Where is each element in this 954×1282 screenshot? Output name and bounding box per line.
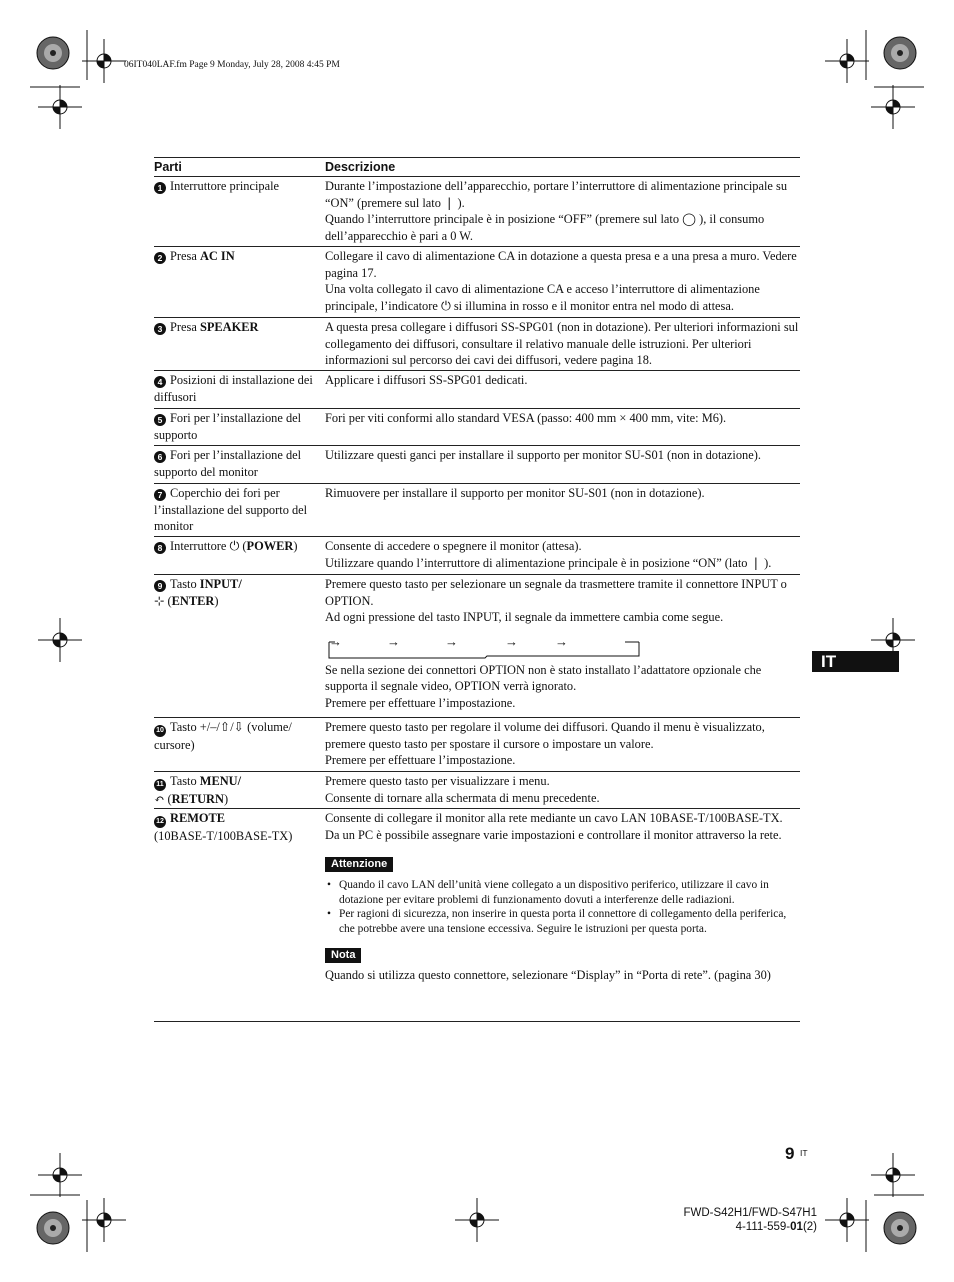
- part-name: Presa: [170, 320, 200, 334]
- table-row: [154, 718, 800, 772]
- item-number: 2: [154, 252, 166, 264]
- part-name: ↶ (: [154, 792, 172, 806]
- table-row: [154, 575, 800, 718]
- table-row: [154, 177, 800, 247]
- table-row: [154, 537, 800, 575]
- description: Premere questo tasto per visualizzare i menu.: [325, 774, 550, 788]
- file-header-note: 06IT040LAF.fm Page 9 Monday, July 28, 2008 4:45 PM: [124, 60, 340, 70]
- svg-text:→: →: [445, 633, 458, 649]
- note-text: Quando si utilizza questo connettore, selezionare “Display” in “Porta di rete”. (pagina 30): [325, 968, 771, 982]
- item-number: 6: [154, 451, 166, 463]
- part-name: Fori per l’installazione del supporto del monitor: [154, 448, 302, 479]
- part-name: Interruttore ⏻ (: [170, 539, 247, 553]
- part-name-bold: ENTER: [171, 593, 215, 608]
- description: Consente di accedere o spegnere il monitor (attesa).: [325, 539, 582, 553]
- warning-item: • Quando il cavo LAN dell’unità viene collegato a un dispositivo periferico, utilizzare il cavo in dotazione per evitare problemi di funzionamento dovuti a interferenze delle radiazioni.: [325, 878, 800, 907]
- part-name: (10BASE-T/100BASE-TX): [154, 829, 293, 843]
- description: Collegare il cavo di alimentazione CA in dotazione a questa presa e a una presa a muro. Vedere pagina 17.: [325, 249, 797, 280]
- parts-table: [154, 157, 800, 1022]
- description: Quando l’interruttore principale è in posizione “OFF” (premere sul lato ◯ ), il consumo dell’apparecchio è pari a 0 W.: [325, 212, 765, 243]
- table-row: [154, 409, 800, 446]
- part-name-suffix: ): [293, 539, 298, 553]
- part-name: ⊹ (: [154, 593, 172, 608]
- svg-text:→: →: [505, 633, 518, 649]
- table-row: [154, 318, 800, 371]
- table-row: [154, 484, 800, 537]
- item-number: 7: [154, 489, 166, 501]
- description: Premere per effettuare l’impostazione.: [325, 753, 516, 767]
- warning-item: • Per ragioni di sicurezza, non inserire in questa porta il connettore di collegamento della periferica, che potrebbe avere una tensione eccessiva. Seguire le istruzioni per questa porta.: [325, 907, 800, 936]
- description: Una volta collegato il cavo di alimentazione CA e acceso l’interruttore di alimentazione principale, l’indicatore ⏻ si illumina in rosso e il monitor entra nel modo di attesa.: [325, 282, 760, 313]
- col-parts-header: Parti: [154, 160, 182, 175]
- part-name: Posizioni di installazione dei diffusori: [154, 373, 313, 404]
- language-tab: IT: [812, 651, 899, 672]
- table-row: [154, 247, 800, 318]
- part-name: Interruttore principale: [170, 179, 280, 193]
- part-name-bold: REMOTE: [170, 811, 226, 825]
- description: Premere questo tasto per regolare il volume dei diffusori. Quando il menu è visualizzato, premere questo tasto per spostare il cursore o impostare un valore.: [325, 720, 765, 751]
- table-row: [154, 809, 800, 1022]
- svg-text:→: →: [329, 633, 342, 649]
- item-number: 12: [154, 816, 166, 828]
- code-bold: 01: [790, 1221, 803, 1233]
- description: Applicare i diffusori SS-SPG01 dedicati.: [325, 373, 528, 387]
- part-name-bold: AC IN: [199, 249, 235, 263]
- svg-text:→: →: [555, 633, 568, 649]
- table-row: [154, 446, 800, 484]
- page-language: IT: [800, 1148, 808, 1158]
- part-name: Presa: [170, 249, 200, 263]
- page-number: 9: [785, 1144, 795, 1163]
- part-name-bold: SPEAKER: [199, 320, 259, 334]
- description: Durante l’impostazione dell’apparecchio, portare l’interruttore di alimentazione principale su “ON” (premere sul lato ❘ ).: [325, 179, 788, 210]
- description: Ad ogni pressione del tasto INPUT, il segnale da immettere cambia come segue.: [325, 610, 724, 624]
- part-name: Tasto: [170, 577, 200, 591]
- table-row: [154, 772, 800, 809]
- item-number: 4: [154, 376, 166, 388]
- part-name-bold: RETURN: [171, 792, 224, 806]
- description: Premere per effettuare l’impostazione.: [325, 695, 516, 710]
- input-cycle-diagram: [325, 630, 645, 660]
- description: Consente di collegare il monitor alla rete mediante un cavo LAN 10BASE-T/100BASE-TX.: [325, 811, 783, 825]
- code-prefix: 4-111-559-: [735, 1221, 791, 1233]
- description: Utilizzare questi ganci per installare il supporto per monitor SU-S01 (non in dotazione).: [325, 448, 761, 462]
- description: A questa presa collegare i diffusori SS-SPG01 (non in dotazione). Per ulteriori informazioni sul collegamento dei diffusori, consultare il relativo manuale delle istruzioni. Per ulteriori informazioni sul percorso dei cavi dei diffusori, vedere pagina 18.: [325, 320, 799, 367]
- item-number: 10: [154, 725, 166, 737]
- table-row: [154, 371, 800, 409]
- part-name: Fori per l’installazione del supporto: [154, 411, 302, 442]
- part-name: Tasto: [170, 774, 200, 788]
- part-name-suffix: ): [223, 792, 229, 806]
- part-name-bold: POWER: [246, 539, 294, 553]
- svg-text:→: →: [387, 633, 400, 649]
- description: Utilizzare quando l’interruttore di alimentazione principale è in posizione “ON” (lato ❘ ).: [325, 555, 772, 570]
- part-name: Coperchio dei fori per l’installazione del supporto del monitor: [154, 486, 308, 533]
- description: Se nella sezione dei connettori OPTION non è stato installato l’adattatore opzionale che supporta il segnale video, OPTION verrà ignorato.: [325, 662, 762, 693]
- part-name-bold: INPUT/: [199, 577, 242, 591]
- description: Da un PC è possibile assegnare varie impostazioni e controllare il monitor attraverso la rete.: [325, 827, 782, 842]
- item-number: 1: [154, 182, 166, 194]
- part-name-bold: MENU/: [199, 774, 242, 788]
- item-number: 9: [154, 580, 166, 592]
- model-name: FWD-S42H1/FWD-S47H1: [683, 1207, 817, 1219]
- code-suffix: (2): [802, 1221, 817, 1233]
- part-name: Tasto +/–/⇧/⇩ (volume/ cursore): [154, 720, 292, 752]
- table-header: [154, 157, 800, 177]
- description: Premere questo tasto per selezionare un segnale da trasmettere tramite il connettore INPUT o OPTION.: [325, 577, 787, 608]
- description: Rimuovere per installare il supporto per monitor SU-S01 (non in dotazione).: [325, 486, 705, 500]
- warning-label: Attenzione: [325, 857, 393, 872]
- note-label: Nota: [325, 948, 361, 963]
- item-number: 3: [154, 323, 166, 335]
- model-info: [683, 1206, 817, 1234]
- part-name-suffix: ): [214, 593, 219, 608]
- item-number: 11: [154, 779, 166, 791]
- description: Consente di tornare alla schermata di menu precedente.: [325, 790, 600, 805]
- description: Fori per viti conformi allo standard VESA (passo: 400 mm × 400 mm, vite: M6).: [325, 411, 727, 425]
- col-desc-header: Descrizione: [325, 160, 396, 175]
- item-number: 5: [154, 414, 166, 426]
- document-code: [683, 1220, 817, 1234]
- item-number: 8: [154, 542, 166, 554]
